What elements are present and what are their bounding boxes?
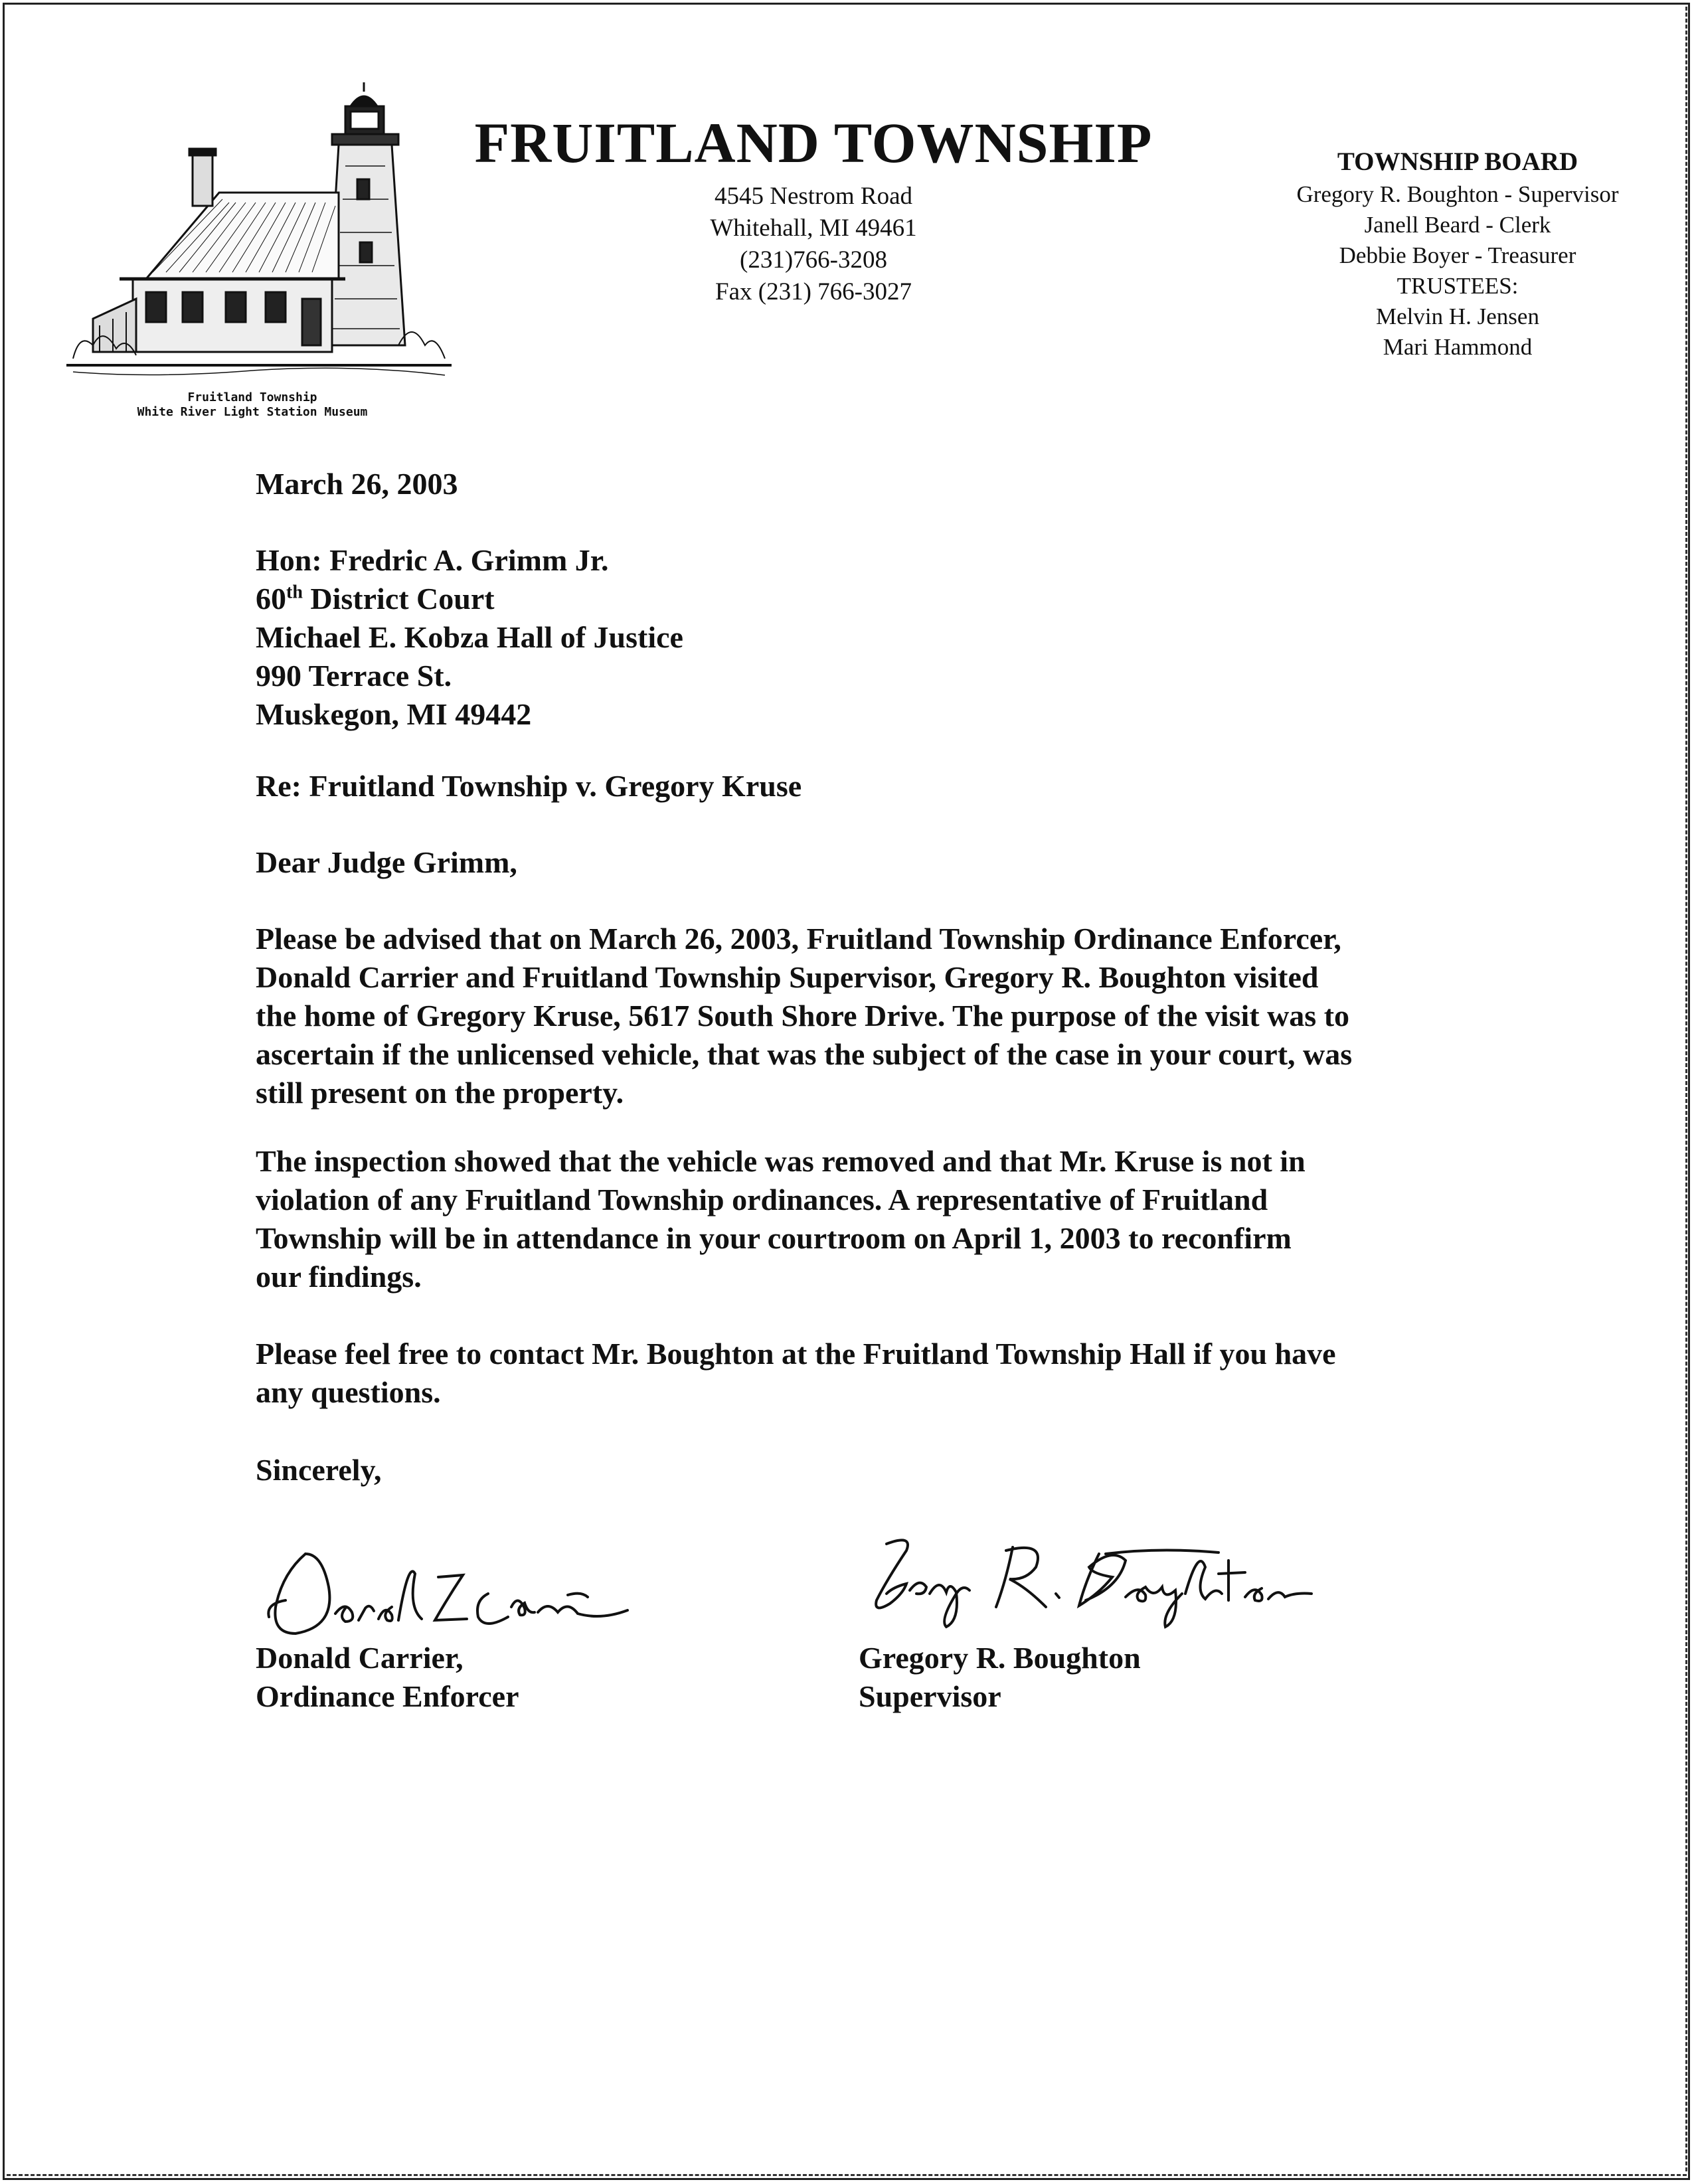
paragraph-2 xyxy=(256,1142,1484,1296)
letterhead-address xyxy=(564,181,1062,308)
paragraph-line: ascertain if the unlicensed vehicle, that was the subject of the case in your court, was xyxy=(256,1037,1353,1071)
signatory-carrier xyxy=(256,1639,519,1716)
signature-carrier xyxy=(256,1534,707,1647)
recipient-city: Muskegon, MI 49442 xyxy=(256,697,532,731)
paragraph-line: Please feel free to contact Mr. Boughton at the Fruitland Township Hall if you have xyxy=(256,1337,1336,1371)
paragraph-line: our findings. xyxy=(256,1260,422,1294)
paragraph-line: any questions. xyxy=(256,1375,441,1409)
scan-edge-bottom xyxy=(7,2174,1687,2176)
trustees-heading: TRUSTEES: xyxy=(1397,273,1519,299)
paragraph-line: Please be advised that on March 26, 2003, Fruitland Township Ordinance Enforcer, xyxy=(256,922,1341,956)
signature-boughton xyxy=(847,1521,1338,1634)
paragraph-line: the home of Gregory Kruse, 5617 South Shore Drive. The purpose of the visit was to xyxy=(256,999,1350,1033)
letterhead-title: FRUITLAND TOWNSHIP xyxy=(474,111,1153,175)
township-board xyxy=(1242,145,1673,363)
logo-caption-line1: Fruitland Township xyxy=(187,390,317,404)
court-name: District Court xyxy=(302,582,495,616)
paragraph-line: The inspection showed that the vehicle was removed and that Mr. Kruse is not in xyxy=(256,1144,1306,1178)
closing: Sincerely, xyxy=(256,1453,382,1487)
court-ordinal: th xyxy=(286,582,303,603)
board-member: Janell Beard - Clerk xyxy=(1364,212,1551,238)
recipient-street: 990 Terrace St. xyxy=(256,659,452,693)
paragraph-line: Donald Carrier and Fruitland Township Supervisor, Gregory R. Boughton visited xyxy=(256,960,1319,994)
paragraph-line: Township will be in attendance in your courtroom on April 1, 2003 to reconfirm xyxy=(256,1221,1292,1255)
address-fax: Fax (231) 766-3027 xyxy=(715,278,912,305)
salutation: Dear Judge Grimm, xyxy=(256,845,517,879)
signatory-title: Supervisor xyxy=(859,1679,1001,1713)
re-line: Re: Fruitland Township v. Gregory Kruse xyxy=(256,769,802,803)
address-phone: (231)766-3208 xyxy=(740,246,887,274)
trustee: Melvin H. Jensen xyxy=(1376,303,1539,329)
signatory-title: Ordinance Enforcer xyxy=(256,1679,519,1713)
address-street: 4545 Nestrom Road xyxy=(714,183,913,210)
letter-date: March 26, 2003 xyxy=(256,467,458,501)
paragraph-line: violation of any Fruitland Township ordinances. A representative of Fruitland xyxy=(256,1183,1268,1217)
logo-caption xyxy=(53,390,452,420)
signatory-name: Donald Carrier, xyxy=(256,1641,464,1675)
recipient-block xyxy=(256,541,683,734)
paragraph-3 xyxy=(256,1335,1484,1412)
recipient-name: Hon: Fredric A. Grimm Jr. xyxy=(256,543,609,577)
paragraph-line: still present on the property. xyxy=(256,1076,624,1110)
board-member: Debbie Boyer - Treasurer xyxy=(1339,242,1576,268)
lighthouse-illustration xyxy=(53,80,452,392)
recipient-court xyxy=(256,580,683,618)
board-heading: TOWNSHIP BOARD xyxy=(1337,147,1578,176)
recipient-building: Michael E. Kobza Hall of Justice xyxy=(256,620,683,654)
signatory-boughton xyxy=(859,1639,1141,1716)
signature-carrier-drawing xyxy=(256,1534,707,1647)
signatory-name: Gregory R. Boughton xyxy=(859,1641,1141,1675)
lighthouse-logo xyxy=(53,80,452,425)
trustee: Mari Hammond xyxy=(1383,334,1533,360)
paragraph-1 xyxy=(256,920,1484,1112)
scan-edge-right xyxy=(1685,7,1687,2171)
signature-boughton-drawing xyxy=(847,1521,1338,1634)
logo-caption-line2: White River Light Station Museum xyxy=(137,405,368,419)
court-number: 60 xyxy=(256,582,286,616)
address-city: Whitehall, MI 49461 xyxy=(710,214,917,242)
board-member: Gregory R. Boughton - Supervisor xyxy=(1296,181,1619,207)
